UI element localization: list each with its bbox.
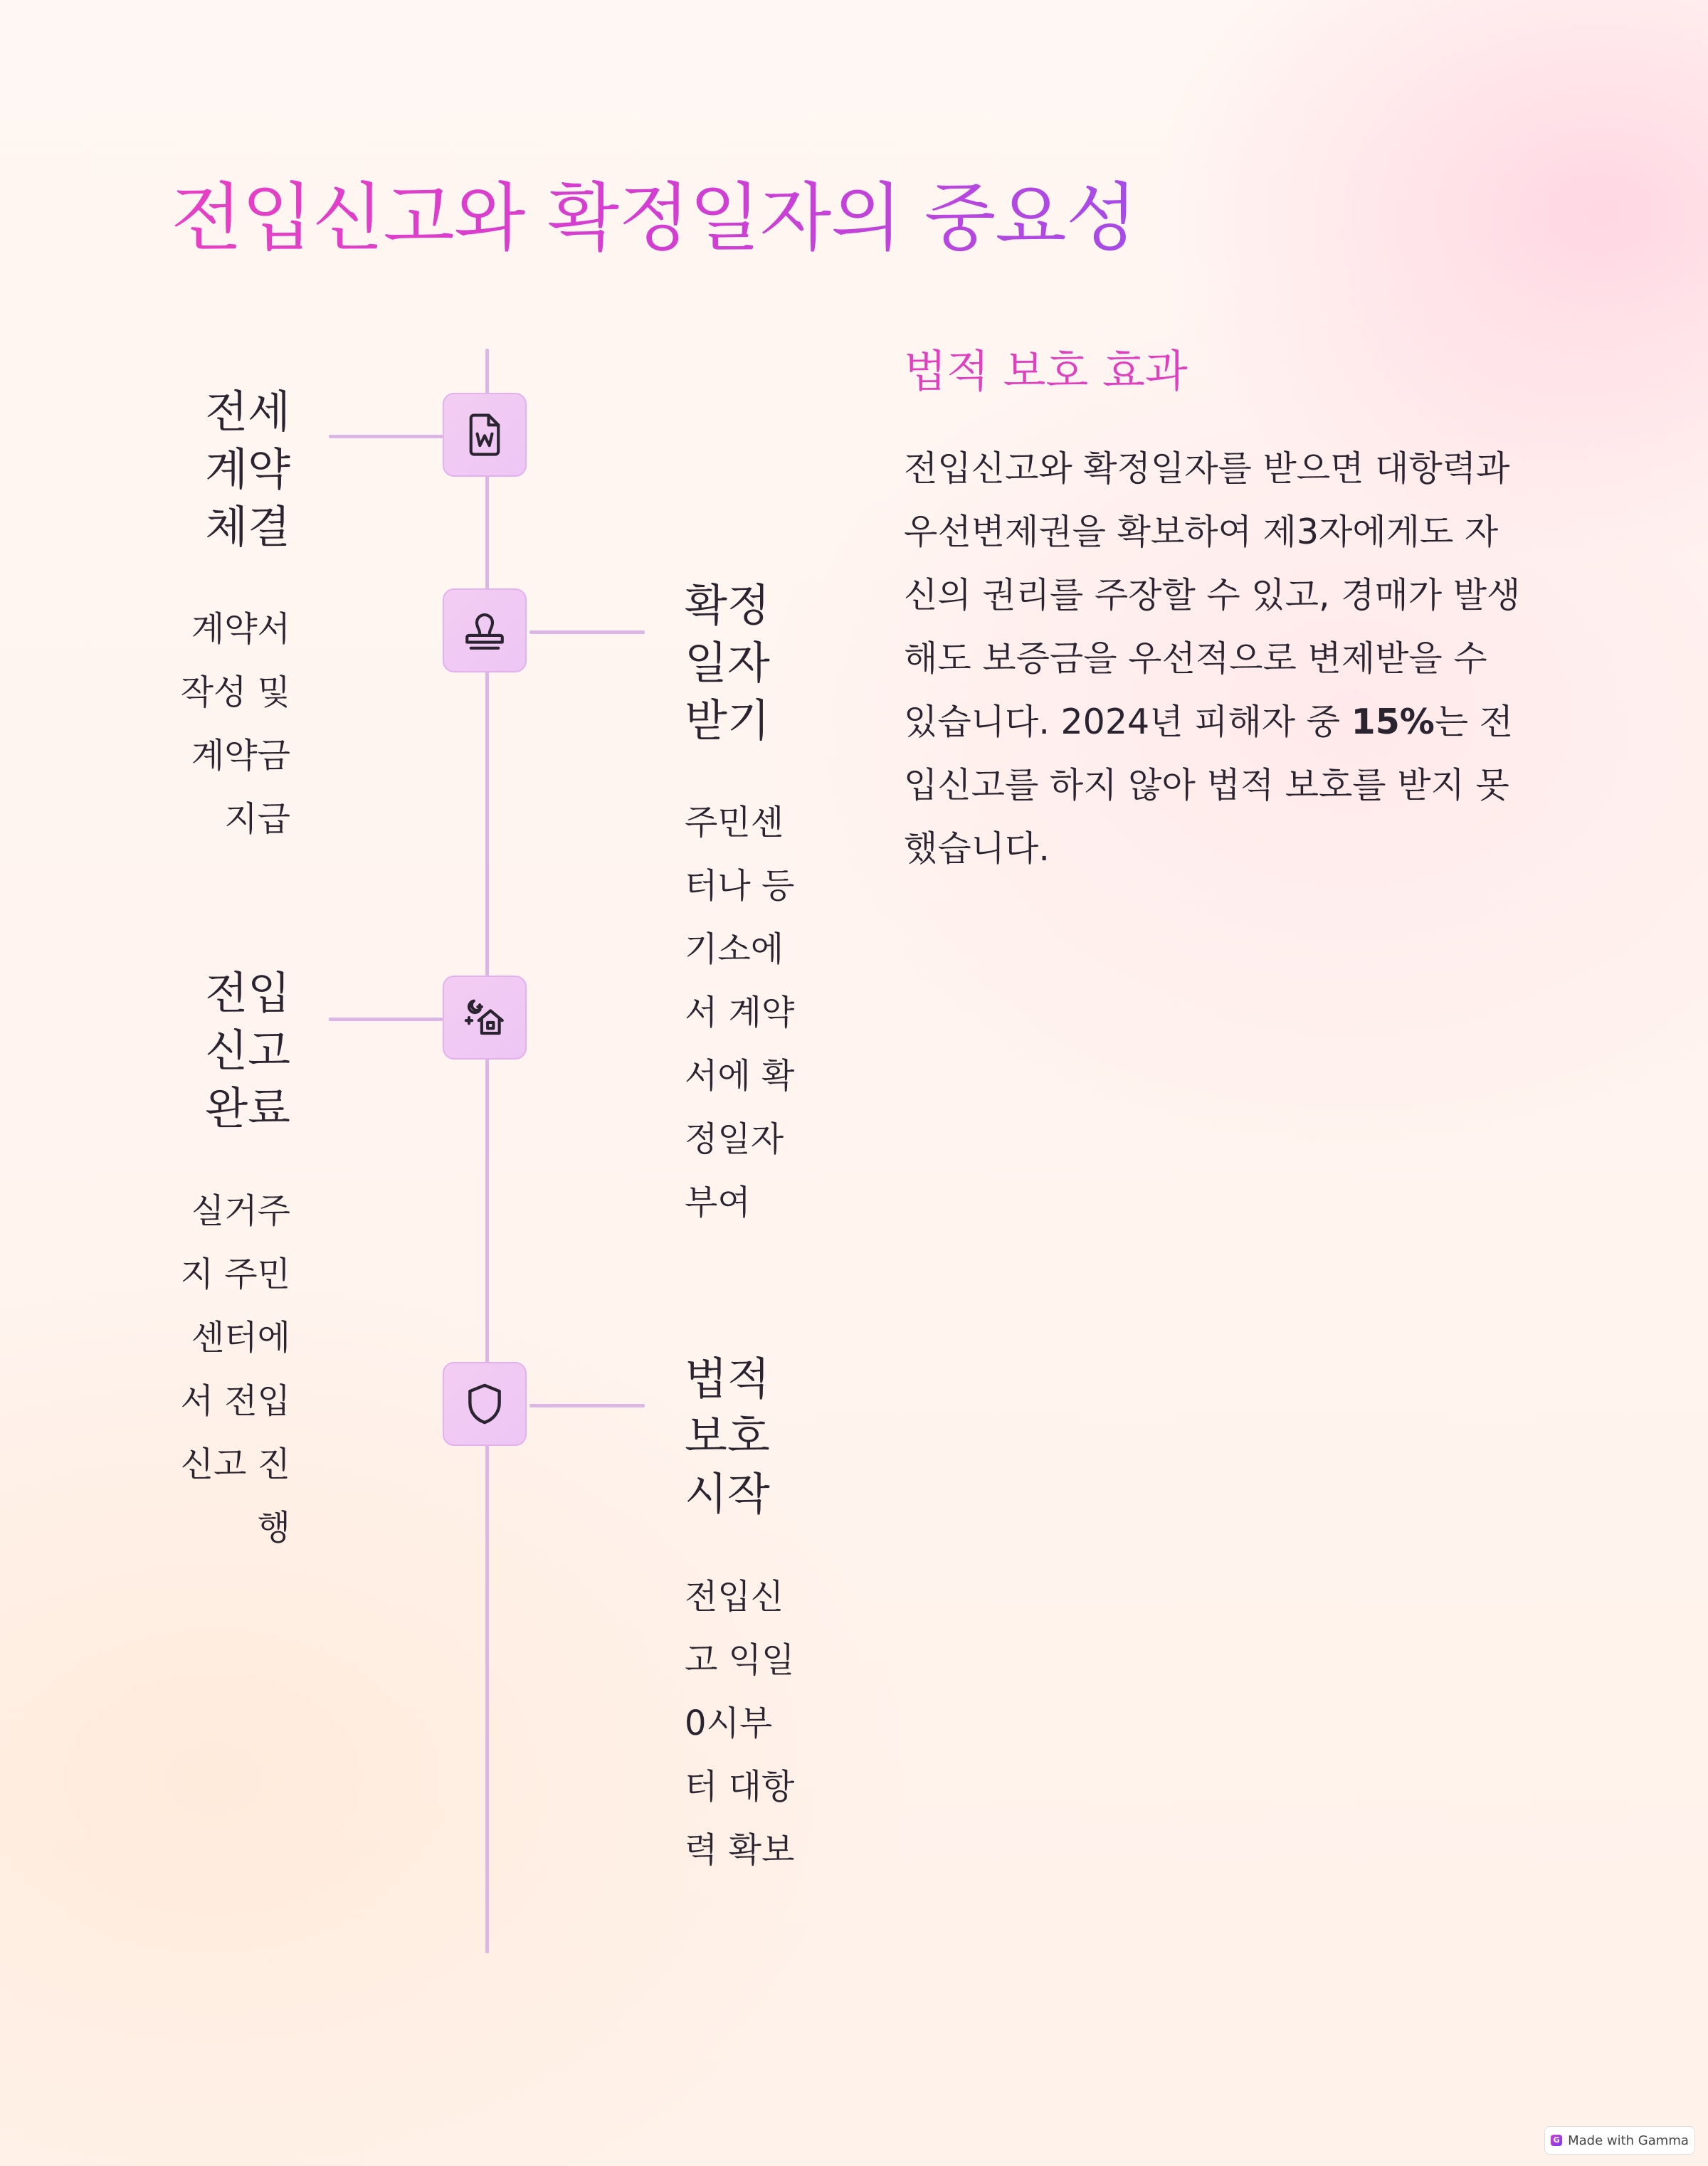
section-body-text-end: 는 전입신고를 하지 않아 법적 보호를 받지 못했습니다. (904, 702, 1514, 869)
timeline-step-description: 주민센 터나 등 기소에 서 계약 서에 확 정일자 부여 (685, 803, 795, 1222)
timeline-step-title: 전세 계약 체결 (205, 386, 290, 553)
timeline-step-title: 확정 일자 받기 (685, 579, 770, 746)
timeline-step-title: 전입 신고 완료 (205, 967, 290, 1134)
stamp-icon (461, 607, 508, 654)
section-body-text: 전입신고와 확정일자를 받으면 대항력과 우선변제권을 확보하여 제3자에게도 자신의 권리를 주장할 수 있고, 경매가 발생해도 보증금을 우선적으로 변제받을 수 있습니다. 2024년 피해자 중 (904, 448, 1521, 742)
timeline-step-description: 계약서 작성 및 계약금 지급 (180, 609, 290, 839)
timeline-connector (529, 1404, 645, 1407)
timeline-step-description: 전입신 고 익일 0시부 터 대항 력 확보 (685, 1577, 795, 1870)
section-heading: 법적 보호 효과 (904, 345, 1188, 397)
timeline-node (443, 1362, 527, 1446)
section-body-highlight: 15% (1351, 702, 1435, 742)
house-moon-stars-icon (461, 994, 508, 1041)
gamma-logo-icon: G (1551, 2135, 1562, 2146)
timeline-connector (329, 435, 443, 438)
shield-icon (461, 1380, 508, 1427)
timeline-connector (329, 1018, 443, 1021)
timeline-step-title: 법적 보호 시작 (685, 1353, 770, 1520)
timeline-node (443, 393, 527, 477)
page-title: 전입신고와 확정일자의 중요성 (171, 158, 1137, 265)
timeline-step-description: 실거주 지 주민 센터에 서 전입 신고 진 행 (180, 1191, 290, 1548)
badge-label: Made with Gamma (1568, 2133, 1689, 2148)
timeline-node (443, 588, 527, 672)
timeline-connector (529, 630, 645, 634)
timeline-node (443, 976, 527, 1060)
section-body (904, 437, 1530, 880)
made-with-gamma-badge[interactable] (1544, 2126, 1695, 2155)
document-w-icon (461, 411, 508, 458)
